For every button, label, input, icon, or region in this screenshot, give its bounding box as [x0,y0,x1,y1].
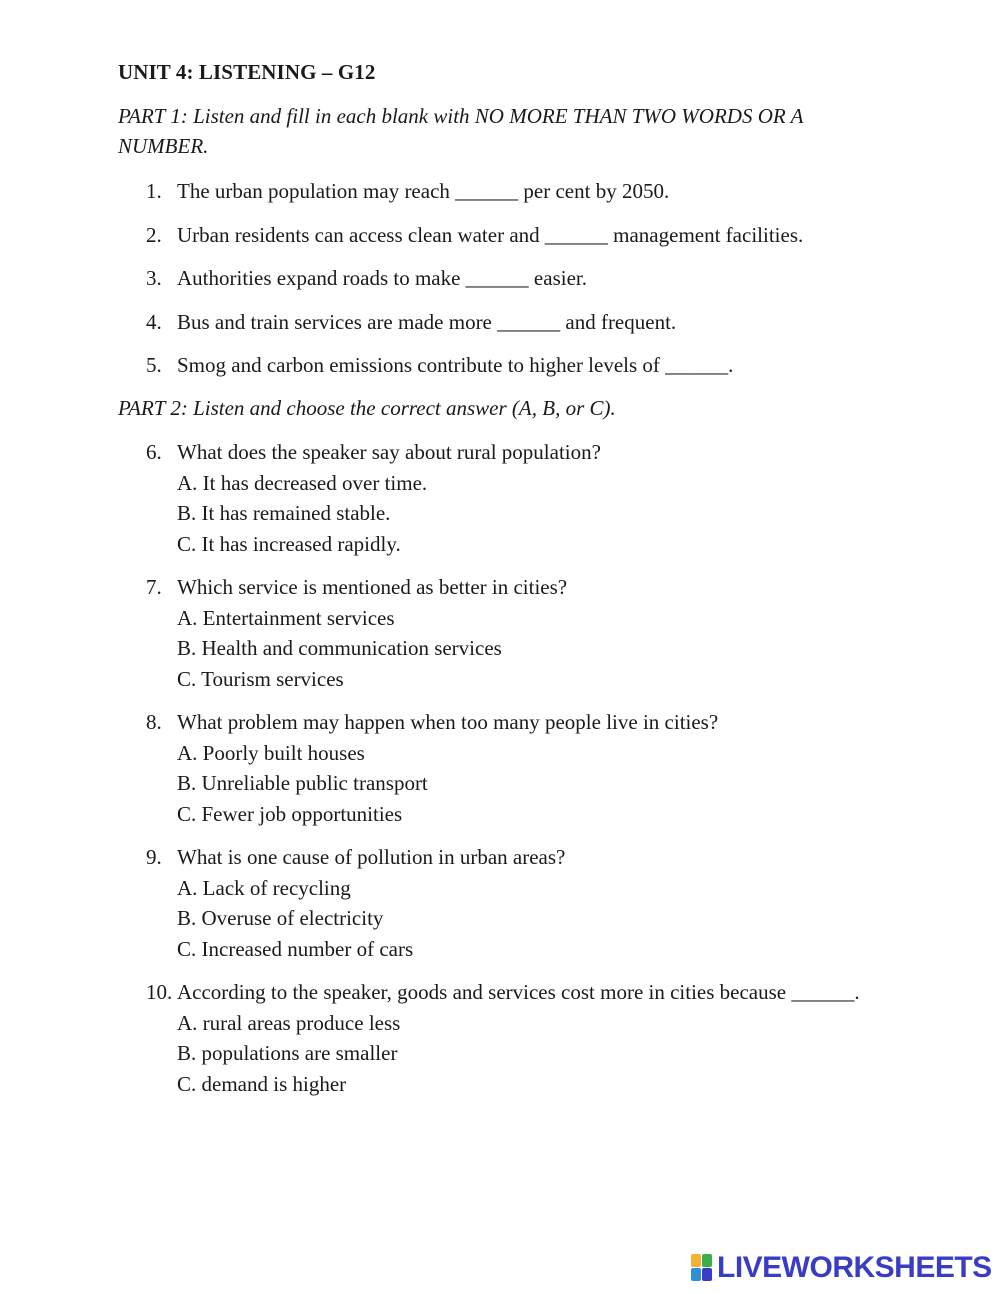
option-a: A. rural areas produce less [177,1010,401,1035]
question-number: 4. [146,310,162,334]
question-text: What problem may happen when too many people live in cities? [177,710,719,734]
question-number: 6. [146,440,162,464]
question-text: What does the speaker say about rural population? [177,440,601,464]
option-a: A. Entertainment services [177,605,395,630]
option-b: B. populations are smaller [177,1041,398,1065]
part1-instruction: PART 1: Listen and fill in each blank with NO MORE THAN TWO WORDS OR A NUMBER. [118,104,804,158]
question-text: Urban residents can access clean water and ______ management facilities. [177,223,804,247]
answer-options [177,738,428,830]
option-a: A. It has decreased over time. [177,470,428,495]
question-text: The urban population may reach ______ per cent by 2050. [177,179,670,203]
option-a: A. Poorly built houses [177,740,365,765]
answer-options [177,468,427,560]
question-number: 1. [146,179,162,203]
logo-text: LIVEWORKSHEETS [717,1251,992,1284]
question-text: Smog and carbon emissions contribute to higher levels of ______. [177,353,734,377]
option-b: B. It has remained stable. [177,501,391,525]
answer-options [177,1008,400,1100]
option-b: B. Health and communication services [177,636,502,660]
option-c: C. It has increased rapidly. [177,531,401,556]
question-number: 10. [146,980,173,1004]
liveworksheets-logo [691,1252,992,1284]
option-b: B. Overuse of electricity [177,906,384,930]
question-number: 9. [146,845,162,869]
question-text: Bus and train services are made more ______ and frequent. [177,310,677,334]
question-text: According to the speaker, goods and services cost more in cities because ______. [177,980,860,1004]
question-text: Authorities expand roads to make ______ easier. [177,266,587,290]
question-number: 3. [146,266,162,290]
option-c: C. Increased number of cars [177,936,414,961]
question-number: 2. [146,223,162,247]
option-c: C. Fewer job opportunities [177,801,403,826]
part2-instruction: PART 2: Listen and choose the correct answer (A, B, or C). [118,396,616,420]
option-c: C. demand is higher [177,1071,347,1096]
question-text: Which service is mentioned as better in cities? [177,575,568,599]
page-title: UNIT 4: LISTENING – G12 [118,60,376,84]
option-c: C. Tourism services [177,666,344,691]
question-number: 5. [146,353,162,377]
answer-options [177,603,502,695]
answer-options [177,873,413,965]
question-number: 7. [146,575,162,599]
question-text: What is one cause of pollution in urban areas? [177,845,566,869]
question-number: 8. [146,710,162,734]
option-a: A. Lack of recycling [177,875,351,900]
option-b: B. Unreliable public transport [177,771,428,795]
liveworksheets-logo-icon [691,1254,713,1282]
